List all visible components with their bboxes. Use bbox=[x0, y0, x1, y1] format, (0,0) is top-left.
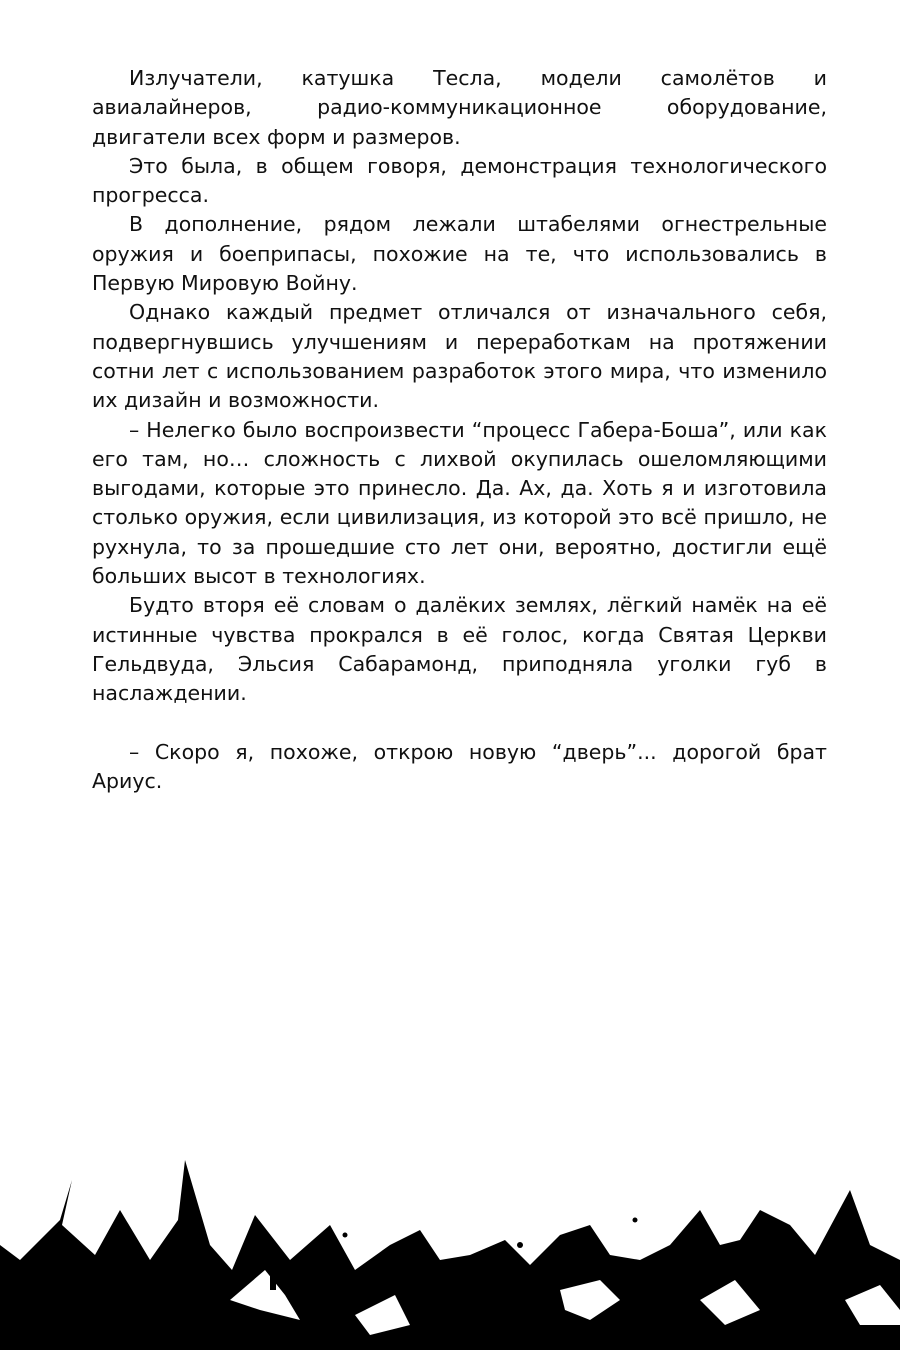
text-body bbox=[92, 64, 827, 796]
jagged-silhouette-decoration bbox=[0, 1150, 900, 1350]
speckle-4 bbox=[633, 1218, 638, 1223]
paragraph-4: Однако каждый предмет отличался от изначального себя, подвергнувшись улучшениям и переработкам на протяжении сотни лет с использованием разработок этого мира, что изменило их дизайн и возможности. bbox=[92, 300, 827, 413]
paragraph-1: Излучатели, катушка Тесла, модели самолётов и авиалайнеров, радио-коммуникационное оборудование, двигатели всех форм и размеров. bbox=[92, 66, 827, 149]
paragraph-3: В дополнение, рядом лежали штабелями огнестрельные оружия и боеприпасы, похожие на те, что использовались в Первую Мировую Войну. bbox=[92, 212, 827, 296]
paragraph-2: Это была, в общем говоря, демонстрация технологического прогресса. bbox=[92, 153, 827, 208]
spike-1 bbox=[270, 1260, 276, 1290]
speckle-3 bbox=[517, 1242, 523, 1248]
silhouette-shape bbox=[0, 1160, 900, 1350]
paragraph-7: – Скоро я, похоже, открою новую “дверь”... дорогой брат Ариус. bbox=[92, 739, 827, 793]
speckle-1 bbox=[122, 1222, 128, 1228]
paragraph-6: Будто вторя её словам о далёких землях, лёгкий намёк на её истинные чувства прокрался в её голос, когда Святая Церкви Гельдвуда, Эльсия Сабарамонд, приподняла уголки губ в наслаждении. bbox=[92, 593, 827, 706]
speckle-2 bbox=[343, 1233, 348, 1238]
paragraph-5: – Нелегко было воспроизвести “процесс Габера-Боша”, или как его там, но… сложность с лихвой окупилась ошеломляющими выгодами, которые это принесло. Да. Ах, да. Хоть я и изготовила столько оружия, если цивилизация, из которой это всё пришло, не рухнула, то за прошедшие сто лет они, вероятно, достигли ещё больших высот в технологиях. bbox=[92, 417, 827, 589]
